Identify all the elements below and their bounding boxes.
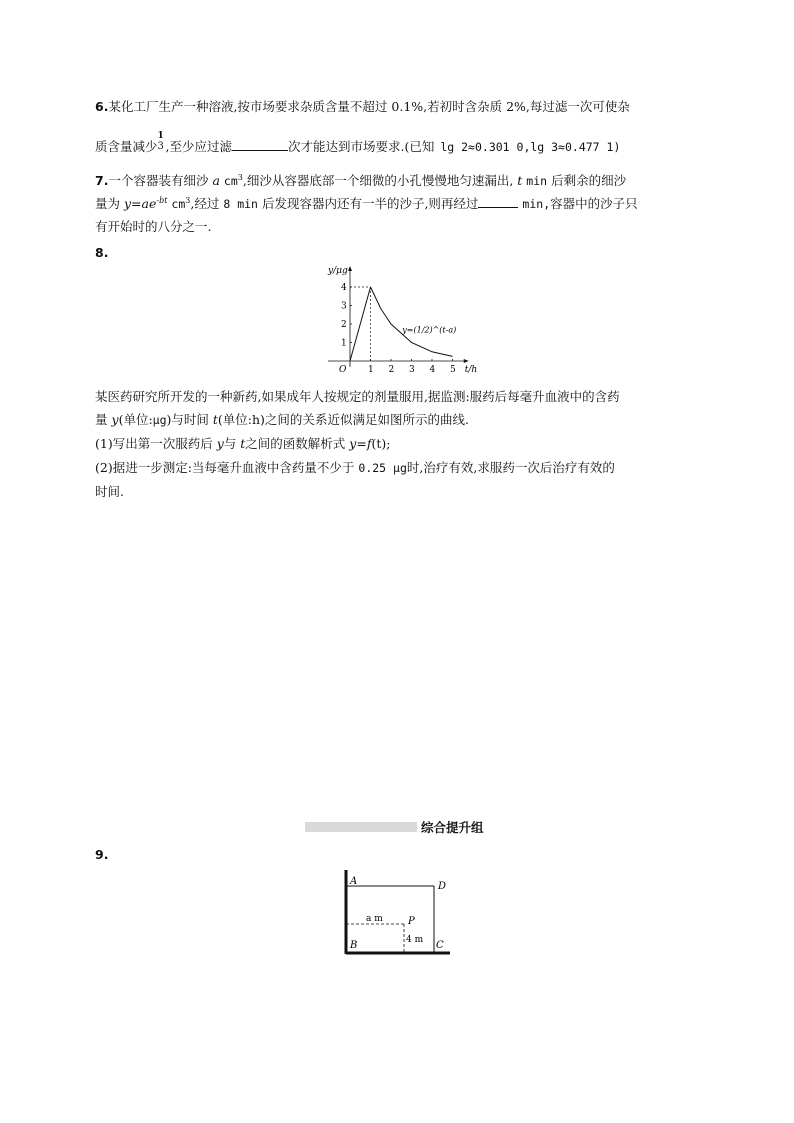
q8-s2a: (2)据进一步测定:当每毫升血液中含药量不少于	[95, 460, 355, 475]
y-tick-label: 2	[341, 320, 347, 330]
q6-text-d: lg 2≈0.301 0,lg 3≈0.477 1)	[440, 140, 621, 154]
q8-s1-t: t	[240, 436, 246, 451]
section-title: 综合提升组	[421, 820, 484, 835]
q8-para-line2	[95, 411, 469, 429]
q7-var-t: t	[517, 173, 523, 188]
q7-8min: 8 min	[223, 197, 258, 211]
q8-s2d: 时间.	[95, 484, 124, 499]
q8-p2a: 量	[95, 412, 108, 427]
x-axis-arrow	[464, 359, 469, 363]
q9-number-line	[95, 846, 108, 864]
q8-s1e: 之间的函数解析式	[245, 436, 346, 451]
q6-text-b: ,至少应过滤	[165, 139, 232, 154]
q8-s1-y: y	[216, 436, 224, 451]
q6-text-a: 质含量减少	[95, 139, 158, 154]
q8-sub1	[95, 435, 390, 453]
label-B: B	[350, 940, 358, 951]
q6-frac-den: 3	[157, 141, 164, 152]
q7-answer-blank[interactable]	[478, 195, 518, 208]
x-tick-label: 3	[409, 365, 415, 375]
q6-frac-num: 1	[157, 131, 164, 141]
q6-line2	[95, 131, 621, 156]
y-tick-label: 3	[341, 301, 347, 312]
section-bar	[305, 822, 417, 832]
q8-s1g: (t);	[371, 436, 391, 451]
q6-line1	[95, 98, 630, 116]
label-P: P	[408, 916, 415, 927]
q7-line1: 7.一个容器装有细沙 a $cm^3$,细沙从容器底部一个细微的小孔慢慢地匀速漏出, t min 后剩余的细沙	[95, 173, 627, 188]
x-tick-label: 5	[450, 365, 456, 375]
q8-number: 8.	[95, 245, 109, 260]
x-axis-label: t/h	[464, 365, 478, 375]
q7-t2: ,细沙从容器底部一个细微的小孔慢慢地匀速漏出,	[242, 173, 514, 188]
q7-t8: 有开始时的八分之一.	[95, 219, 212, 234]
q8-var-t: t	[212, 412, 218, 427]
q8-graph	[318, 262, 478, 380]
q8-number-line	[95, 244, 108, 262]
q7-number: 7.	[95, 173, 109, 188]
q8-unit-ug: μg	[152, 413, 167, 427]
q8-sub2-cont	[95, 483, 124, 501]
q6-text-c: 次才能达到市场要求.(已知	[288, 139, 435, 154]
x-tick-label: 4	[429, 365, 436, 375]
q6-text-line1: 某化工厂生产一种溶液,按市场要求杂质含量不超过 0.1%,若初时含杂质 2%,每过滤一次可使杂	[108, 99, 630, 114]
q8-s1-fn: y=f	[349, 436, 372, 451]
q8-s1a: (1)写出第一次服药后	[95, 436, 213, 451]
y-tick-label: 1	[341, 338, 347, 349]
origin-label: O	[339, 365, 347, 375]
label-C: C	[436, 940, 444, 951]
q7-t1: 一个容器装有细沙	[108, 173, 209, 188]
q7-formula: y=ae	[124, 196, 157, 211]
q6-fraction	[157, 131, 166, 152]
y-tick-label: 4	[341, 283, 347, 293]
q7-t5: ,经过	[190, 196, 220, 211]
q6-answer-blank[interactable]	[232, 138, 288, 151]
label-4m: 4 m	[406, 935, 424, 945]
q8-p2d: (单位:h)之间的关系近似满足如图所示的曲线.	[217, 412, 469, 427]
label-A: A	[350, 876, 358, 887]
rising-segment	[350, 287, 371, 361]
q7-t6: 后发现容器内还有一半的沙子,则再经过	[261, 196, 479, 211]
q8-sub2	[95, 459, 615, 477]
q8-s2c: 时,治疗有效,求服药一次后治疗有效的	[406, 460, 615, 475]
q7-t3: 后剩余的细沙	[551, 173, 627, 188]
q8-para-line1	[95, 388, 620, 406]
label-D: D	[438, 881, 447, 892]
x-tick-label: 2	[388, 365, 395, 375]
q7-unit-min: min	[526, 174, 548, 188]
q8-p2b: (单位:	[118, 412, 153, 427]
q7-unit-cm: cm	[223, 174, 238, 188]
x-tick-label: 1	[368, 365, 374, 375]
q8-s2b: 0.25 μg	[358, 461, 407, 475]
q7-unit-min2: min,	[522, 197, 551, 211]
curve-formula: y=(1/2)^(t-a)	[402, 325, 457, 335]
q7-var-a: a	[212, 173, 220, 188]
q7-line3	[95, 218, 211, 236]
q6-number: 6.	[95, 99, 109, 114]
decay-curve	[371, 287, 453, 356]
q8-p2c: )与时间	[166, 412, 209, 427]
q7-line2: 量为 $y=ae^{-bt}$ $cm^3$,经过 8 min 后发现容器内还有一半的沙子,则再经过 min,容器中的沙子只	[95, 196, 638, 211]
q8-var-y: y	[111, 412, 119, 427]
q8-p1: 某医药研究所开发的一种新药,如果成年人按规定的剂量服用,据监测:服药后每毫升血液中的含药	[95, 389, 620, 404]
q7-unit-cm2: cm	[171, 197, 186, 211]
q7-t4: 量为	[95, 196, 121, 211]
y-axis-label: y/μg	[328, 266, 348, 276]
q9-number: 9.	[95, 847, 109, 862]
y-axis-arrow	[348, 266, 352, 271]
q7-t7: 容器中的沙子只	[550, 196, 638, 211]
q7-exponent: -bt	[156, 196, 168, 205]
label-am: a m	[366, 914, 383, 924]
q8-s1c: 与	[223, 436, 237, 451]
q9-diagram	[336, 866, 456, 960]
